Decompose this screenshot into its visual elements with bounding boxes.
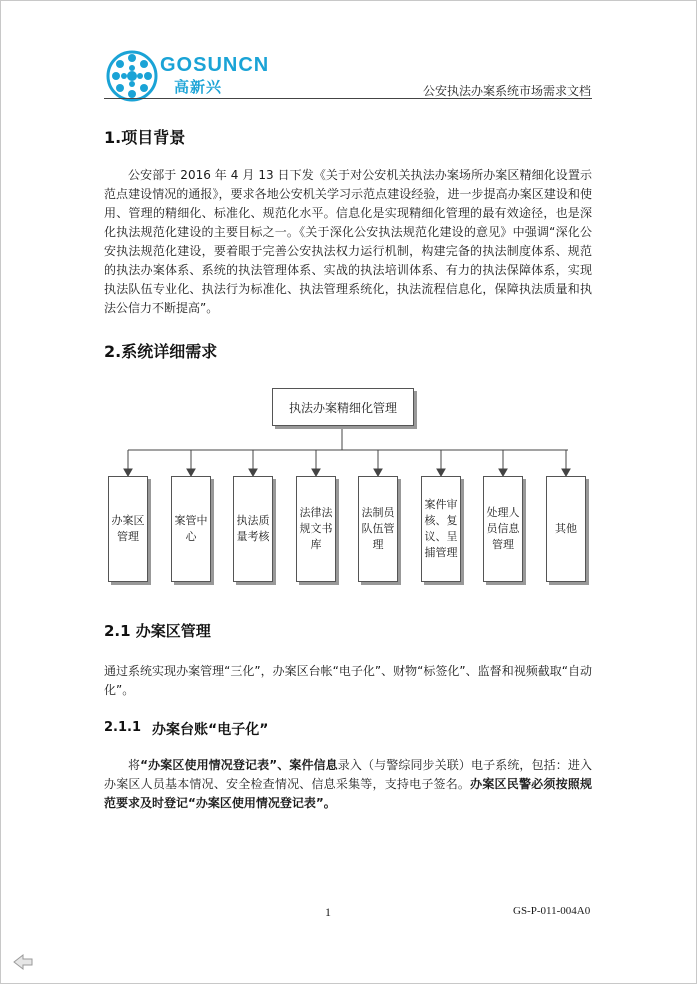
document-code: GS-P-011-004A0 bbox=[513, 905, 591, 917]
section-2-1-text: 通过系统实现办案管理“三化”，办案区台帐“电子化”、财物“标签化”、监督和视频截取“自动化”。 bbox=[104, 664, 592, 697]
section-2-1-heading: 2.1 办案区管理 bbox=[104, 622, 211, 640]
org-node-case-center: 案管中心 bbox=[171, 476, 211, 582]
text-bold-form: “办案区使用情况登记表”、案件信息 bbox=[140, 758, 338, 772]
text-prefix: 将 bbox=[128, 758, 141, 772]
org-chart bbox=[104, 380, 592, 590]
org-node-quality-assessment: 执法质量考核 bbox=[233, 476, 273, 582]
logo-text-en: GOSUNCN bbox=[160, 54, 270, 76]
org-node-legal-staff: 法制员队伍管理 bbox=[358, 476, 398, 582]
section-2-1-paragraph bbox=[104, 662, 592, 700]
org-node-case-review: 案件审核、复议、呈捕管理 bbox=[421, 476, 461, 582]
section-1-paragraph bbox=[104, 166, 592, 318]
org-node-case-area: 办案区管理 bbox=[108, 476, 148, 582]
section-2-1-1-paragraph bbox=[104, 756, 592, 813]
org-node-legal-docs: 法律法规文书库 bbox=[296, 476, 336, 582]
back-arrow-icon[interactable] bbox=[12, 953, 34, 971]
section-1-heading: 1.项目背景 bbox=[104, 128, 186, 147]
text-bold-requirement: 办案区民警必须按照规范要求及时登记“办案区使用情况登记表”。 bbox=[104, 777, 592, 810]
gosuncn-logo-icon bbox=[104, 48, 160, 104]
section-2-1-1-text bbox=[104, 756, 592, 813]
header-divider bbox=[104, 98, 592, 99]
org-node-other: 其他 bbox=[546, 476, 586, 582]
section-2-1-1-title: 办案台账“电子化” bbox=[152, 722, 269, 738]
text-middle: 录入（与警综同步关联）电子系统，包括：进入办案区人员基本情况、安全检查情况、信息采集等，支持电子签名。 bbox=[104, 758, 592, 791]
org-node-personnel-info: 处理人员信息管理 bbox=[483, 476, 523, 582]
document-header-title: 公安执法办案系统市场需求文档 bbox=[422, 84, 591, 98]
section-1-text: 公安部于 2016 年 4 月 13 日下发《关于对公安机关执法办案场所办案区精细化设置示范点建设情况的通报》，要求各地公安机关学习示范点建设经验，进一步提高办案区建设和使用、管理的精细化、标准化、规范化水平。信息化是实现精细化管理的最有效途径，也是深化执法规范化建设的主要目标之一。《关于深化公安执法规范化建设的意见》中强调“深化公安执法规范化建设，要着眼于完善公安执法权力运行机制，构建完备的执法制度体系、规范的执法办案体系、系统的执法管理体系、实战的执法培训体系、有力的执法保障体系，实现执法队伍专业化、执法行为标准化、执法管理系统化，执法流程信息化，保障执法质量和执法公信力不断提高”。 bbox=[104, 168, 592, 315]
section-2-heading: 2.系统详细需求 bbox=[104, 342, 218, 361]
logo-text-cn: 高新兴 bbox=[174, 78, 223, 96]
page-number: 1 bbox=[325, 905, 331, 919]
org-root-box: 执法办案精细化管理 bbox=[272, 388, 414, 426]
company-logo bbox=[104, 48, 270, 104]
section-2-1-1-number: 2.1.1 bbox=[104, 720, 142, 735]
